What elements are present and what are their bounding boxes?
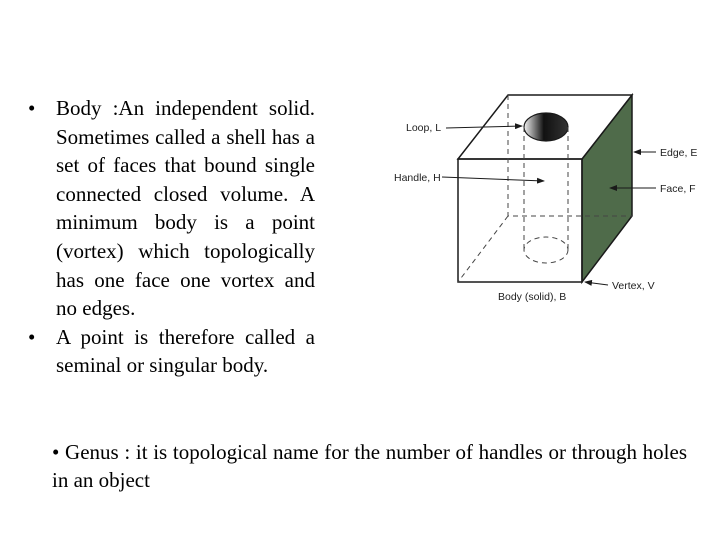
handle-label: Handle, H: [394, 172, 441, 184]
front-face: [458, 159, 582, 282]
genus-paragraph: [52, 438, 687, 494]
vertex-label: Vertex, V: [612, 280, 655, 292]
loop-hole-top: [524, 113, 568, 141]
bullet-text-point: A point is therefore called a seminal or singular body.: [56, 324, 315, 378]
vertex-arrow: [585, 282, 608, 285]
bullet-marker: •: [28, 324, 36, 349]
body-label: Body (solid), B: [498, 291, 567, 303]
bullet-item-point: [28, 323, 315, 380]
loop-label: Loop, L: [406, 122, 442, 134]
face-label: Face, F: [660, 183, 696, 195]
diagram-svg: [388, 86, 720, 310]
edge-label: Edge, E: [660, 147, 698, 159]
loop-hole-bottom: [524, 237, 568, 263]
genus-text: Genus : it is topological name for the number of handles or through holes in an object: [52, 440, 688, 492]
genus-marker: •: [52, 440, 60, 464]
bullet-list: [28, 94, 315, 380]
solid-body-diagram: [388, 86, 720, 310]
bullet-item-body: [28, 94, 315, 323]
bullet-text-body: Body :An independent solid. Sometimes called a shell has a set of faces that bound single connected closed volume. A minimum body is a point (vortex) which topologically has one face one vortex and no edges.: [56, 96, 315, 321]
bullet-marker: •: [28, 96, 36, 120]
